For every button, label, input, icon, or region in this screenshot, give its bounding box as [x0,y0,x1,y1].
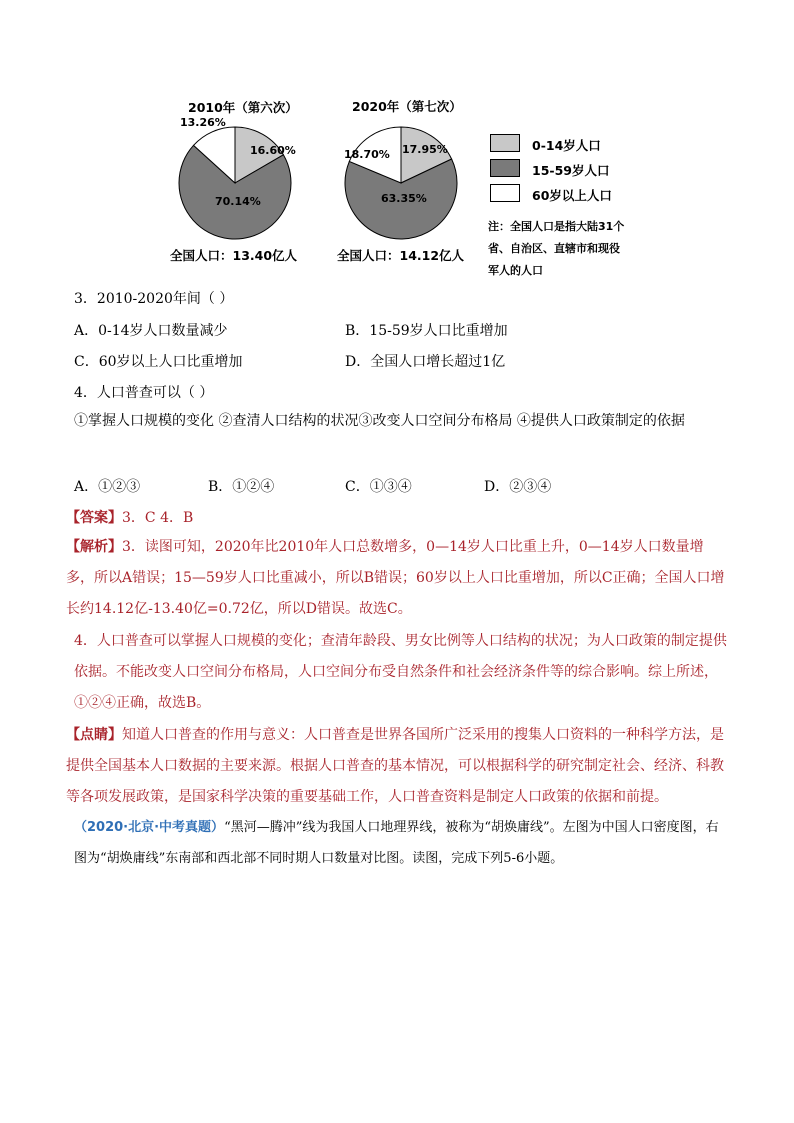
tip [66,720,728,813]
analysis-part2: 4．人口普查可以掌握人口规模的变化；查清年龄段、男女比例等人口结构的状况；为人口政策的制定提供依据。不能改变人口空间分布格局，人口空间分布受自然条件和社会经济条件等的综合影响。综上所述，①②④正确，故选B。 [74,633,727,711]
source-tag: （2020·北京·中考真题） [74,820,225,835]
q4-options: ①掌握人口规模的变化 ②查清人口结构的状况③改变人口空间分布格局 ④提供人口政策制定的依据 [74,413,685,429]
q3-option-c: C．60岁以上人口比重增加 [74,354,243,370]
analysis-tag: 【解析】 [66,539,122,555]
q4-stem: 4．人口普查可以（ ） [74,385,214,401]
chart-total-2010: 全国人口：13.40亿人 [170,248,298,263]
legend-swatch-60plus [490,184,520,202]
q3-option-a: A．0-14岁人口数量减少 [74,323,228,339]
pie-chart-2010 [170,118,300,248]
chart-total-2020: 全国人口：14.12亿人 [337,248,465,263]
q4-option-d: D．②③④ [484,479,552,495]
legend-swatch-0-14 [490,134,520,152]
pie-data-label-1: 17.95% [402,143,448,156]
q4-option-b: B．①②④ [208,479,275,495]
pie-data-label-1: 16.60% [250,144,296,157]
chart-title-2010: 2010年（第六次） [188,100,298,115]
q4-option-c: C．①③④ [345,479,412,495]
tip-tag: 【点睛】 [66,727,122,743]
pie-data-label-2: 63.35% [381,192,427,205]
next-question-text: “黑河—腾冲”线为我国人口地理界线，被称为“胡焕庸线”。左图为中国人口密度图，右图为“胡焕庸线”东南部和西北部不同时期人口数量对比图。读图，完成下列5-6小题。 [74,820,719,866]
legend-label-60plus: 60岁以上人口 [532,188,612,203]
analysis-part1 [66,532,726,625]
legend-swatch-15-59 [490,159,520,177]
answer-tag: 【答案】 [66,510,122,526]
chart-title-2020: 2020年（第七次） [352,99,462,114]
answer-text: 3．C 4．B [122,510,194,526]
legend-label-0-14: 0-14岁人口 [532,138,601,153]
pie-data-label-3: 18.70% [344,148,390,161]
q3-option-b: B．15-59岁人口比重增加 [345,323,508,339]
pie-data-label-3: 13.26% [180,118,226,129]
tip-text: 知道人口普查的作用与意义：人口普查是世界各国所广泛采用的搜集人口资料的一种科学方法，是提供全国基本人口数据的主要来源。根据人口普查的基本情况，可以根据科学的研究制定社会、经济、科教等各项发展政策，是国家科学决策的重要基础工作，人口普查资料是制定人口政策的依据和前提。 [66,727,724,805]
next-question-intro [74,812,724,874]
q3-option-d: D．全国人口增长超过1亿 [345,354,506,370]
chart-note: 注：全国人口是指大陆31个省、自治区、直辖市和现役军人的人口 [488,220,625,277]
pie-chart-2020 [336,118,466,248]
q4-option-a: A．①②③ [74,479,141,495]
legend-label-15-59: 15-59岁人口 [532,163,610,178]
answer [66,507,193,527]
pie-data-label-2: 70.14% [215,195,261,208]
q3-stem: 3．2010-2020年间（ ） [74,291,234,307]
analysis-text: 3．读图可知，2020年比2010年人口总数增多，0—14岁人口比重上升，0—14岁人口数量增多，所以A错误；15—59岁人口比重减小，所以B错误；60岁以上人口比重增加，所以C正确；全国人口增长约14.12亿-13.40亿=0.72亿，所以D错误。故选C。 [66,539,725,617]
